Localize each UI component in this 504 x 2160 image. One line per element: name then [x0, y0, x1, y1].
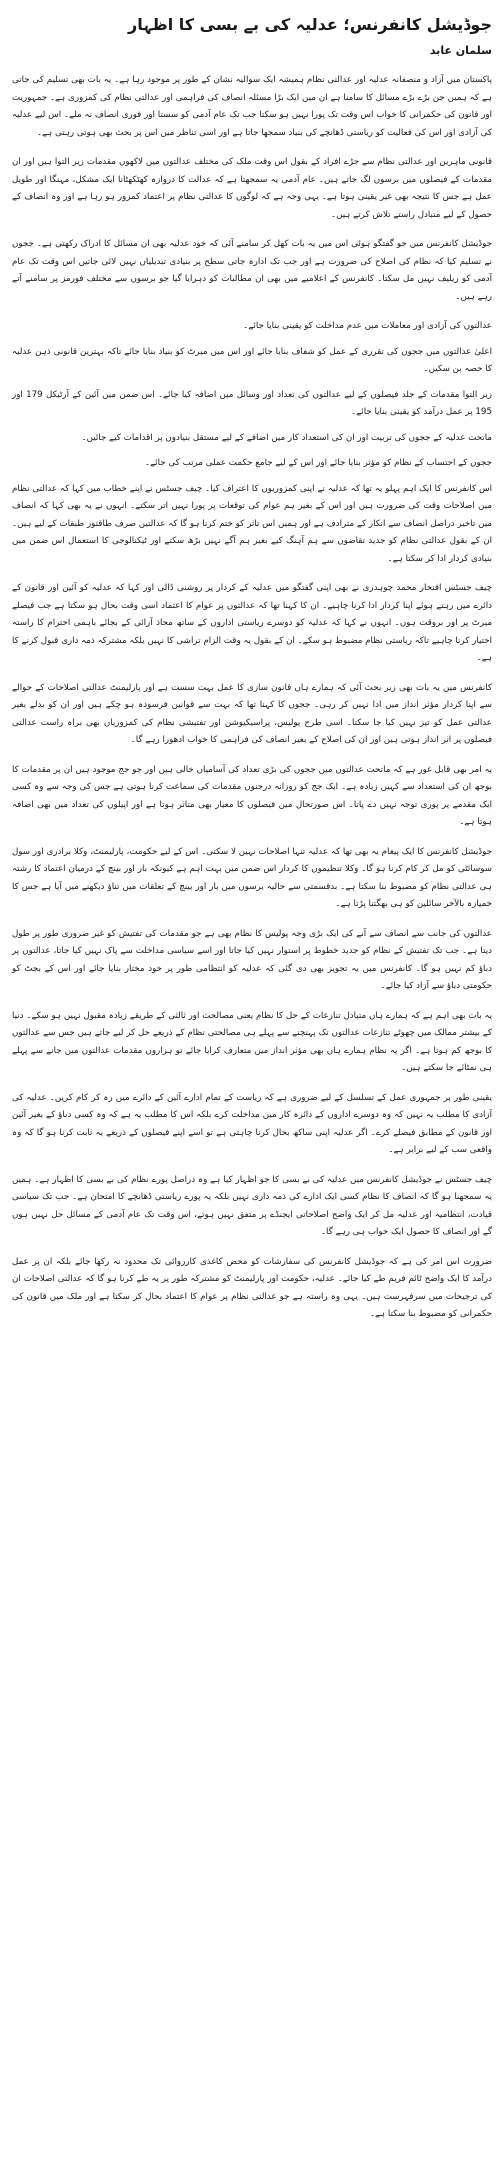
- article-paragraph: یہ بات بھی اہم ہے کہ ہمارے ہاں متبادل تنازعات کے حل کا نظام یعنی مصالحت اور ثالثی کے طریقے زیادہ مقبول نہیں ہو سکے۔ دنیا کے بیشتر ممالک میں چھوٹے تنازعات عدالتوں تک پہنچنے سے پہلے ہی مصالحتی نظام کے ذریعے حل کر لیے جاتے ہیں جس سے عدالتوں کا بوجھ کم ہوتا ہے۔ اگر یہ نظام ہمارے ہاں بھی مؤثر انداز میں متعارف کرایا جائے تو ہزاروں مقدمات عدالتوں میں جانے سے پہلے ہی نمٹائے جا سکتے ہیں۔: [12, 1010, 492, 1073]
- recommendation-item: عدالتوں کی آزادی اور معاملات میں عدم مداخلت کو یقینی بنایا جائے۔: [243, 321, 492, 331]
- article-body: [12, 72, 492, 1324]
- recommendation-item: ججوں کے احتساب کے نظام کو مؤثر بنایا جائے اور اس کے لیے جامع حکمت عملی مرتب کی جائے۔: [145, 458, 492, 468]
- article-paragraph: عدالتوں کی جانب سے انصاف سے آنے کی ایک بڑی وجہ پولیس کا نظام بھی ہے جو مقدمات کی تفتیش کو غیر ضروری طور پر طول دیتا ہے۔ جب تک تفتیش کے نظام کو جدید خطوط پر استوار نہیں کیا جاتا اور اسے سیاسی مداخلت سے پاک نہیں کیا جاتا، عدالتوں پر دباؤ کم نہیں ہو گا۔ کانفرنس میں یہ تجویز بھی دی گئی کہ عدلیہ کو انتظامی طور پر خود مختار بنایا جائے اور اس کے بجٹ کو حکومتی دباؤ سے آزاد کیا جائے۔: [12, 928, 492, 991]
- article-paragraph: چیف جسٹس افتخار محمد چوہدری نے بھی اپنی گفتگو میں عدلیہ کے کردار پر روشنی ڈالی اور کہا کہ عدلیہ کو آئین اور قانون کے دائرے میں رہتے ہوئے اپنا کردار ادا کرنا چاہیے۔ ان کا کہنا تھا کہ عدالتوں پر عوام کا اعتماد اسی وقت بحال ہو سکتا ہے جب فیصلے میرٹ پر اور بروقت ہوں۔ انہوں نے کہا کہ عدلیہ کو دوسرے ریاستی اداروں کے ساتھ محاذ آرائی کے بجائے باہمی احترام کا راستہ اختیار کرنا چاہیے تاکہ ریاستی نظام مضبوط ہو سکے۔ ان کے بقول یہ وقت الزام تراشی کا نہیں بلکہ مشترکہ ذمہ داری قبول کرنے کا ہے۔: [12, 583, 492, 663]
- article-paragraph: کانفرنس میں یہ بات بھی زیر بحث آئی کہ ہمارے ہاں قانون سازی کا عمل بہت سست ہے اور پارلیمنٹ عدالتی اصلاحات کے حوالے سے اپنا کردار مؤثر انداز میں ادا نہیں کر رہی۔ ججوں کا کہنا تھا کہ بہت سے قوانین فرسودہ ہو چکے ہیں اور ان کو بدلے بغیر عدالتی عمل کو تیز نہیں کیا جا سکتا۔ اسی طرح پولیس، پراسیکیوشن اور تفتیشی نظام کی کمزوریاں بھی براہ راست عدالتی فیصلوں پر اثر انداز ہوتی ہیں اور ان کی اصلاح کے بغیر انصاف کی فراہمی کا خواب ادھورا رہے گا۔: [12, 682, 492, 745]
- recommendation-item: ماتحت عدلیہ کے ججوں کی تربیت اور ان کی استعداد کار میں اضافے کے لیے مستقل بنیادوں پر اقدامات کیے جائیں۔: [81, 432, 492, 443]
- article-paragraph: قانونی ماہرین اور عدالتی نظام سے جڑے افراد کے بقول اس وقت ملک کی مختلف عدالتوں میں لاکھوں مقدمات زیر التوا ہیں اور ان مقدمات کے فیصلوں میں برسوں لگ جاتے ہیں۔ عام آدمی یہ سمجھتا ہے کہ عدالت کا دروازہ کھٹکھٹانا ایک مشکل، مہنگا اور طویل عمل ہے جس کا نتیجہ بھی غیر یقینی ہوتا ہے۔ یہی وجہ ہے کہ لوگوں کا عدالتی نظام پر اعتماد کمزور ہو رہا ہے اور وہ انصاف کے حصول کے لیے متبادل راستے تلاش کرتے ہیں۔: [12, 157, 492, 220]
- article-paragraph: یہ امر بھی قابل غور ہے کہ ماتحت عدالتوں میں ججوں کی بڑی تعداد کی آسامیاں خالی ہیں اور جو جج موجود ہیں ان پر مقدمات کا بوجھ ان کی استعداد سے کہیں زیادہ ہے۔ ایک جج کو روزانہ درجنوں مقدمات کی سماعت کرنا ہوتی ہے جس کی وجہ سے وہ کسی ایک مقدمے پر پوری توجہ نہیں دے پاتا۔ اس صورتحال میں فیصلوں کا معیار بھی متاثر ہوتا ہے اور اپیلوں کی تعداد میں بھی اضافہ ہوتا ہے۔: [12, 764, 492, 827]
- article-paragraph: اس کانفرنس کا ایک اہم پہلو یہ تھا کہ عدلیہ نے اپنی کمزوریوں کا اعتراف کیا۔ چیف جسٹس نے اپنے خطاب میں کہا کہ عدالتی نظام میں اصلاحات وقت کی ضرورت ہیں اور اس کے بغیر ہم عوام کی توقعات پر پورا نہیں اتر سکتے۔ انہوں نے یہ بھی کہا کہ انصاف میں تاخیر دراصل انصاف سے انکار کے مترادف ہے اور ہمیں اس تاثر کو ختم کرنا ہو گا کہ عدالتیں صرف طاقتور طبقات کے لیے ہیں۔ ان کے بقول عدالتی نظام کو جدید تقاضوں سے ہم آہنگ کیے بغیر ہم آگے نہیں بڑھ سکتے اور ٹیکنالوجی کا استعمال اس ضمن میں بنیادی کردار ادا کر سکتا ہے۔: [12, 483, 492, 564]
- article-paragraph: یقینی طور پر جمہوری عمل کے تسلسل کے لیے ضروری ہے کہ ریاست کے تمام ادارے آئین کے دائرے میں رہ کر کام کریں۔ عدلیہ کی آزادی کا مطلب یہ نہیں کہ وہ دوسرے اداروں کے دائرہ کار میں مداخلت کرے بلکہ اس کا مطلب یہ ہے کہ وہ کسی دباؤ کے بغیر آئین اور قانون کے مطابق فیصلے کرے۔ اگر عدلیہ اپنی ساکھ بحال کرنا چاہتی ہے تو اسے اپنے فیصلوں کے ذریعے یہ ثابت کرنا ہو گا کہ وہ واقعی سب کے لیے برابر ہے۔: [12, 1092, 492, 1155]
- article-paragraph: پاکستان میں آزاد و منصفانہ عدلیہ اور عدالتی نظام ہمیشہ ایک سوالیہ نشان کے طور پر موجود رہا ہے۔ یہ بات بھی تسلیم کی جاتی ہے کہ ہمیں جن بڑے بڑے مسائل کا سامنا ہے ان میں ایک بڑا مسئلہ انصاف کی فراہمی اور عدالتی نظام کی کمزوری ہے۔ جمہوریت اور قانون کی حکمرانی کا خواب اس وقت تک پورا نہیں ہو سکتا جب تک عام آدمی کو سستا اور فوری انصاف نہ ملے۔ اس لیے عدلیہ کی آزادی اور اس کی فعالیت کو ریاستی ڈھانچے کی بنیاد سمجھا جاتا ہے اور اسی تناظر میں اس پر بحث بھی ہوتی رہتی ہے۔: [12, 75, 492, 138]
- article-paragraph: جوڈیشل کانفرنس میں جو گفتگو ہوئی اس میں یہ بات کھل کر سامنے آئی کہ خود عدلیہ بھی ان مسائل کا ادراک رکھتی ہے۔ ججوں نے تسلیم کیا کہ نظام کی اصلاح کی ضرورت ہے اور جب تک ادارہ جاتی سطح پر بنیادی تبدیلیاں نہیں لائی جاتیں اس وقت تک عام آدمی کو ریلیف نہیں مل سکتا۔ کانفرنس کے اعلامیے میں بھی ان مطالبات کو دہرایا گیا جو برسوں سے مختلف فورمز پر سامنے آتے رہے ہیں۔: [12, 239, 492, 302]
- article-byline: سلمان عابد: [429, 44, 492, 57]
- article-headline: جوڈیشل کانفرنس؛ عدلیہ کی بے بسی کا اظہار: [128, 15, 492, 34]
- recommendation-item: زیر التوا مقدمات کے جلد فیصلوں کے لیے عدالتوں کی تعداد اور وسائل میں اضافہ کیا جائے۔ اس ضمن میں آئین کے آرٹیکل 179 اور 195 پر عمل درآمد کو یقینی بنایا جائے۔: [12, 389, 492, 417]
- article-paragraph: ضرورت اس امر کی ہے کہ جوڈیشل کانفرنس کی سفارشات کو محض کاغذی کارروائی تک محدود نہ رکھا جائے بلکہ ان پر عمل درآمد کا ایک واضح ٹائم فریم طے کیا جائے۔ عدلیہ، حکومت اور پارلیمنٹ کو مشترکہ طور پر یہ طے کرنا ہو گا کہ عدالتی اصلاحات ان کی ترجیحات میں سرفہرست ہیں۔ یہی وہ راستہ ہے جو عدالتی نظام پر عوام کا اعتماد بحال کر سکتا ہے اور ملک میں قانون کی حکمرانی کو مضبوط بنا سکتا ہے۔: [12, 1256, 492, 1319]
- article-paragraph: جوڈیشل کانفرنس کا ایک پیغام یہ بھی تھا کہ عدلیہ تنہا اصلاحات نہیں لا سکتی۔ اس کے لیے حکومت، پارلیمنٹ، وکلا برادری اور سول سوسائٹی کو مل کر کام کرنا ہو گا۔ وکلا تنظیموں کا کردار اس ضمن میں بہت اہم ہے کیونکہ بار اور بینچ کے درمیان اعتماد کا رشتہ ہی عدالتی نظام کو مضبوط بنا سکتا ہے۔ بدقسمتی سے حالیہ برسوں میں بار اور بینچ کے تعلقات میں تناؤ دیکھنے میں آیا ہے جس کا خمیازہ بالآخر سائلین کو ہی بھگتنا پڑتا ہے۔: [12, 846, 492, 909]
- recommendation-item: اعلیٰ عدالتوں میں ججوں کی تقرری کے عمل کو شفاف بنایا جائے اور اس میں میرٹ کو بنیاد بنایا جائے تاکہ بہترین قانونی ذہن عدلیہ کا حصہ بن سکیں۔: [12, 346, 492, 374]
- article-paragraph: چیف جسٹس نے جوڈیشل کانفرنس میں عدلیہ کی بے بسی کا جو اظہار کیا ہے وہ دراصل پورے نظام کی بے بسی کا اظہار ہے۔ ہمیں یہ سمجھنا ہو گا کہ انصاف کا نظام کسی ایک ادارے کی ذمہ داری نہیں بلکہ یہ پورے ریاستی ڈھانچے کا امتحان ہے۔ جب تک سیاسی قیادت، انتظامیہ اور عدلیہ مل کر ایک واضح اصلاحاتی ایجنڈے پر متفق نہیں ہوتے، اس وقت تک عام آدمی کے مسائل حل نہیں ہوں گے اور انصاف کا حصول ایک خواب ہی رہے گا۔: [12, 1174, 492, 1237]
